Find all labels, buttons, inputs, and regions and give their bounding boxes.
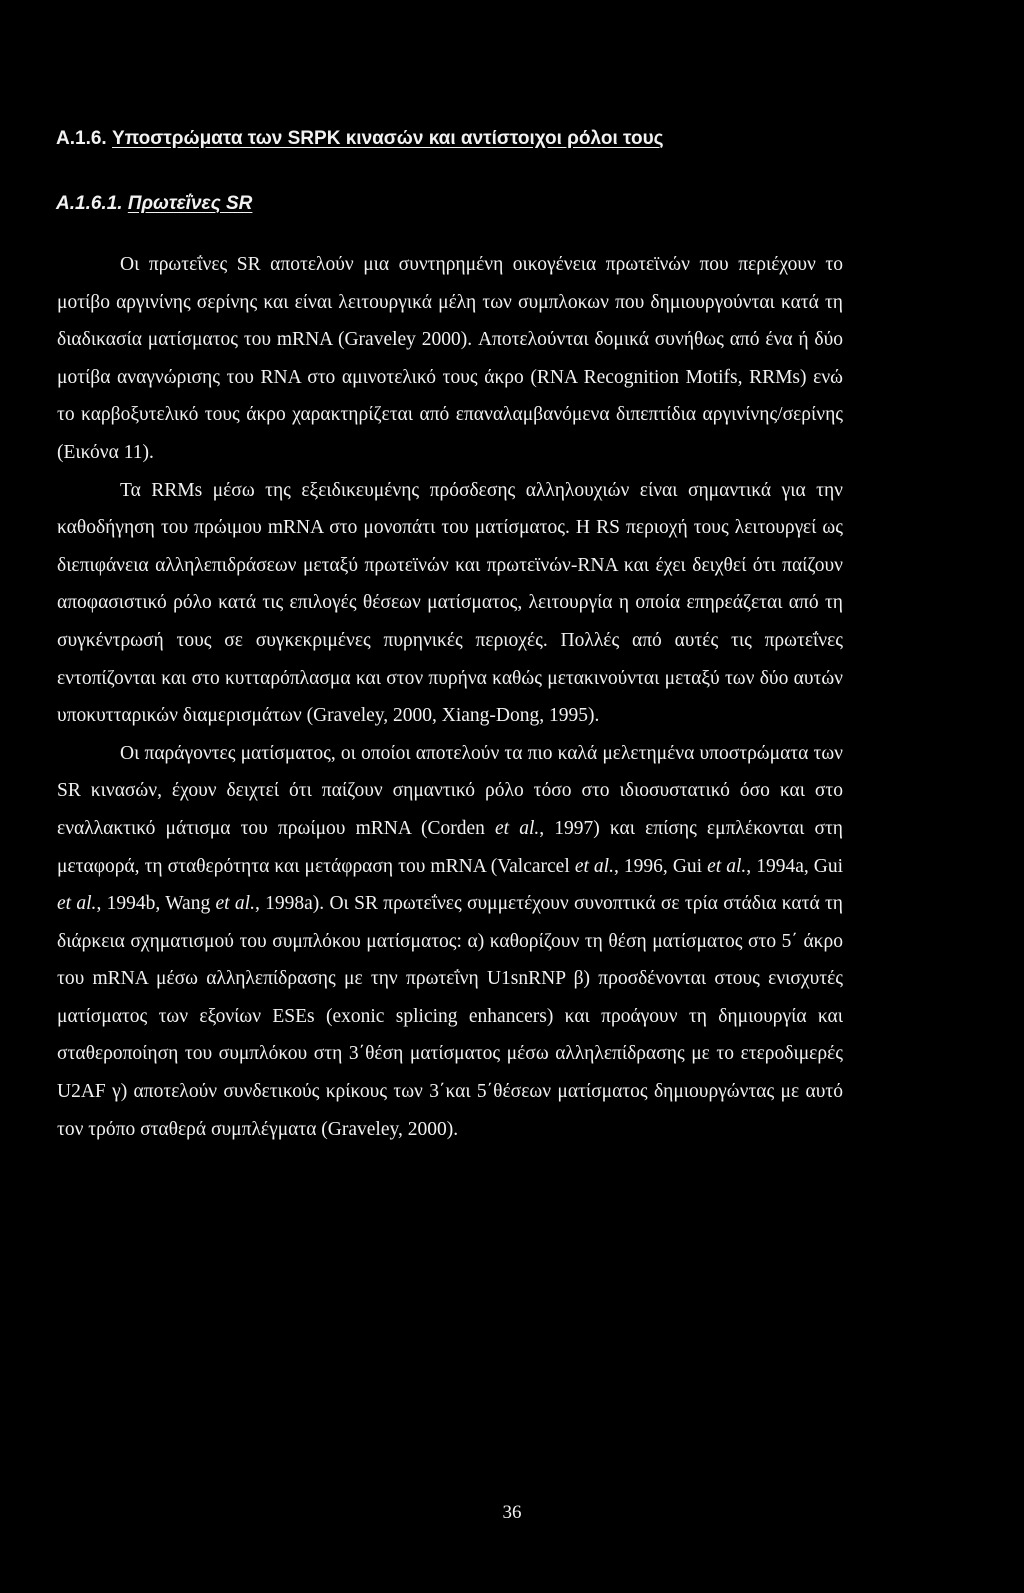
paragraph-text: Τα RRMs μέσω της εξειδικευμένης πρόσδεσης αλληλουχιών είναι σημαντικά για την καθοδήγηση του πρώιμου mRNA στο μονοπάτι του ματίσματος. Η RS περιοχή τους λειτουργεί ως διεπιφάνεια αλληλεπιδράσεων μεταξύ πρωτεϊνών και πρωτεϊνών-RNA και έχει δειχθεί ότι παίζουν αποφασιστικό ρόλο κατά τις επιλογές θέσεων ματίσματος, λειτουργία η οποία επηρεάζεται από τη συγκέντρωσή τους σε συγκεκριμένες πυρηνικές περιοχές. Πολλές από αυτές τις πρωτεΐνες εντοπίζονται και στο κυτταρόπλασμα και στον πυρήνα καθώς μετακινούνται μεταξύ των δύο αυτών υποκυτταρικών διαμερισμάτων (Graveley, 2000, Xiang-Dong, 1995). (57, 479, 843, 727)
subsection-title: Πρωτεΐνες SR (127, 193, 253, 214)
paragraph-text: , 1996, Gui (613, 855, 708, 877)
body-text (57, 246, 843, 1148)
paragraph (57, 735, 843, 1149)
section-number: A.1.6. (56, 128, 107, 149)
paragraph-text: Οι πρωτεΐνες SR αποτελούν μια συντηρημένη οικογένεια πρωτεϊνών που περιέχουν το μοτίβο αργινίνης σερίνης και είναι λειτουργικά μέλη των συμπλοκων που δημιουργούνται κατά τη διαδικασία ματίσματος του mRNA (Graveley 2000). Αποτελούνται δομικά συνήθως από ένα ή δύο μοτίβα αναγνώρισης του RNA στο αμινοτελικό τους άκρο (RNA Recognition Motifs, RRMs) ενώ το καρβοξυτελικό τους άκρο χαρακτηρίζεται από επαναλαμβανόμενα διπεπτίδια αργινίνης/σερίνης (Εικόνα 11). (57, 254, 843, 463)
paragraph-text: Οι παράγοντες ματίσματος, οι οποίοι αποτελούν τα πιο καλά μελετημένα υποστρώματα των SR κινασών, έχουν δειχτεί ότι παίζουν σημαντικό ρόλο τόσο στο ιδιοσυστατικό όσο και στο εναλλακτικό μάτισμα του πρωίμου mRNA (Corden (57, 742, 843, 839)
page-number: 36 (502, 1502, 522, 1523)
paragraph-text: , 1997) και επίσης εμπλέκονται στη μεταφορά, τη σταθερότητα και μετάφραση του mRNA (Valcarcel (57, 817, 844, 877)
section-heading (56, 128, 664, 150)
italic-text: et al. (215, 893, 255, 915)
italic-text: et al. (574, 855, 614, 877)
paragraph-text: , 1994b, Wang (96, 893, 216, 915)
paragraph-text: , 1998a). Οι SR πρωτεΐνες συμμετέχουν συνοπτικά σε τρία στάδια κατά τη διάρκεια σχηματισμού του συμπλόκου ματίσματος: α) καθορίζουν τη θέση ματίσματος στο 5΄ άκρο του mRNA μέσω αλληλεπίδρασης με την πρωτεΐνη U1snRNP β) προσδένονται στους ενισχυτές ματίσματος των εξονίων ESEs (exonic splicing enhancers) και προάγουν τη δημιουργία και σταθεροποίηση του συμπλόκου στη 3΄θέση ματίσματος μέσω αλληλεπίδρασης με το ετεροδιμερές U2AF γ) αποτελούν συνδετικούς κρίκους των 3΄και 5΄θέσεων ματίσματος δημιουργώντας με αυτό τον τρόπο σταθερά συμπλέγματα (Graveley, 2000). (57, 893, 843, 1140)
section-title: Υποστρώματα των SRPK κινασών και αντίστοιχοι ρόλοι τους (111, 128, 664, 149)
italic-text: et al. (707, 855, 747, 877)
paragraph (57, 472, 843, 735)
italic-text: et al. (495, 817, 540, 839)
paragraph (57, 246, 843, 472)
paragraph-text: , 1994a, Gui (746, 855, 844, 877)
subsection-heading (56, 193, 252, 215)
subsection-number: A.1.6.1. (56, 193, 123, 214)
italic-text: et al. (57, 893, 97, 915)
